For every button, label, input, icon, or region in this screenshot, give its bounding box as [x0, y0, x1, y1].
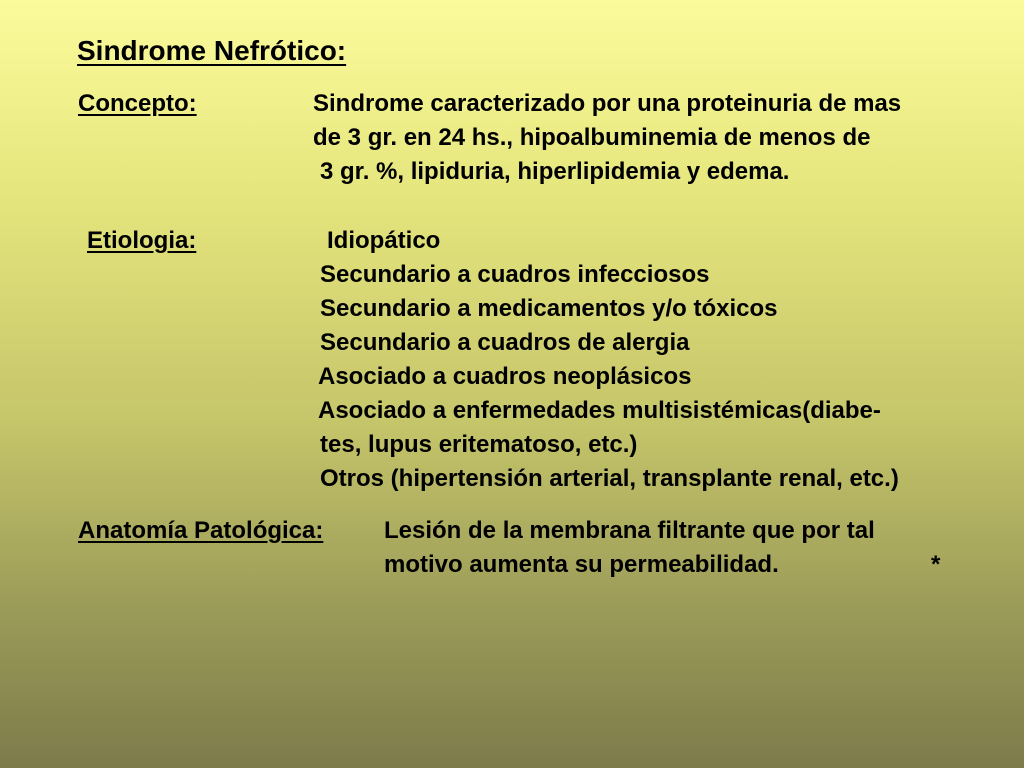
etiologia-line-6: Asociado a enfermedades multisistémicas(diabe- [318, 397, 881, 424]
etiologia-line-7: tes, lupus eritematoso, etc.) [320, 431, 638, 458]
anatomia-label: Anatomía Patológica: [78, 517, 324, 544]
asterisk-mark: * [931, 551, 941, 578]
concepto-label: Concepto: [78, 90, 197, 117]
concepto-line-3: 3 gr. %, lipiduria, hiperlipidemia y edema. [320, 158, 790, 185]
etiologia-label: Etiologia: [87, 227, 197, 254]
etiologia-line-3: Secundario a medicamentos y/o tóxicos [320, 295, 778, 322]
etiologia-line-5: Asociado a cuadros neoplásicos [318, 363, 692, 390]
concepto-line-2: de 3 gr. en 24 hs., hipoalbuminemia de menos de [313, 124, 871, 151]
etiologia-line-2: Secundario a cuadros infecciosos [320, 261, 710, 288]
etiologia-line-4: Secundario a cuadros de alergia [320, 329, 690, 356]
etiologia-line-8: Otros (hipertensión arterial, transplante renal, etc.) [320, 465, 899, 492]
etiologia-line-1: Idiopático [327, 227, 441, 254]
concepto-line-1: Sindrome caracterizado por una proteinuria de mas [313, 90, 902, 117]
anatomia-line-2: motivo aumenta su permeabilidad. [384, 551, 779, 578]
anatomia-line-1: Lesión de la membrana filtrante que por tal [384, 517, 875, 544]
slide-title: Sindrome Nefrótico: [77, 35, 347, 66]
